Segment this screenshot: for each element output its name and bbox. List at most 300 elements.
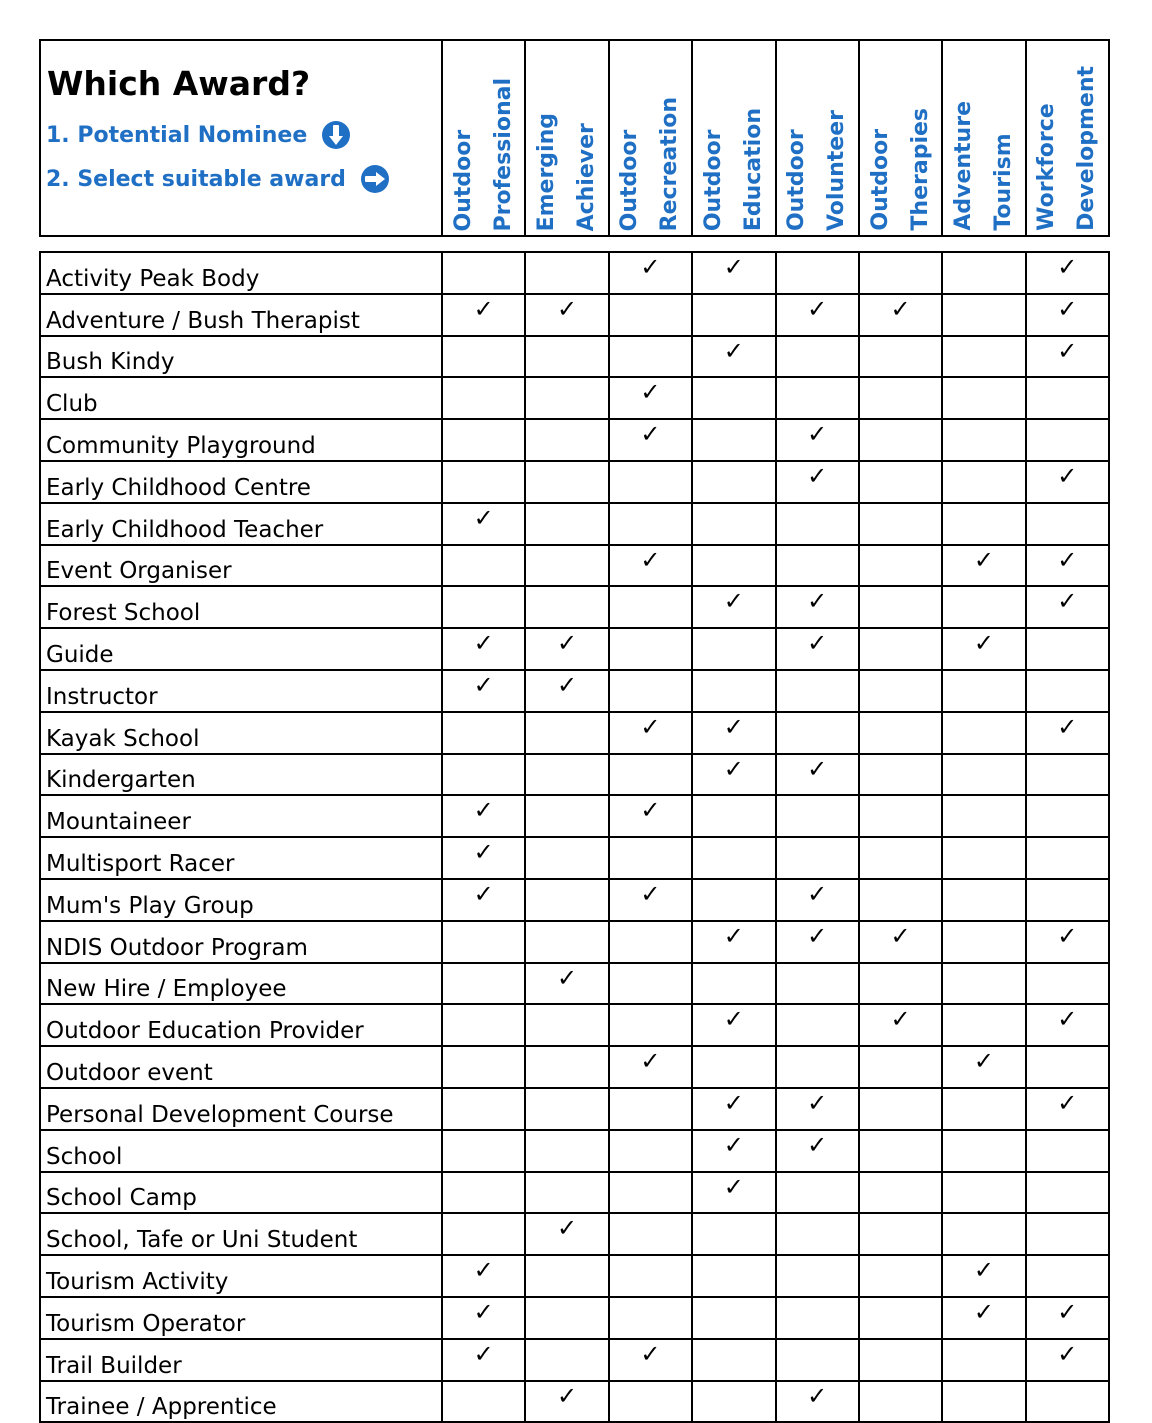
table-row bbox=[40, 294, 1109, 336]
empty-cell bbox=[942, 419, 1025, 461]
empty-cell bbox=[1026, 1172, 1109, 1214]
check-mark-cell: ✓ bbox=[692, 252, 775, 294]
check-mark-cell: ✓ bbox=[692, 586, 775, 628]
table-row bbox=[40, 879, 1109, 921]
row-label: Trail Builder bbox=[40, 1339, 442, 1381]
check-mark-cell: ✓ bbox=[776, 461, 859, 503]
empty-cell bbox=[692, 461, 775, 503]
empty-cell bbox=[525, 1130, 608, 1172]
column-header-5 bbox=[859, 40, 942, 236]
empty-cell bbox=[692, 419, 775, 461]
column-header-label: Outdoor Therapies bbox=[867, 108, 933, 231]
empty-cell bbox=[859, 1046, 942, 1088]
row-label: School, Tafe or Uni Student bbox=[40, 1213, 442, 1255]
empty-cell bbox=[525, 921, 608, 963]
column-header-label: Outdoor Professional bbox=[450, 77, 516, 231]
empty-cell bbox=[609, 837, 692, 879]
row-label: NDIS Outdoor Program bbox=[40, 921, 442, 963]
check-mark-cell: ✓ bbox=[776, 1088, 859, 1130]
check-mark-cell: ✓ bbox=[1026, 1004, 1109, 1046]
step-select-award bbox=[46, 164, 441, 194]
empty-cell bbox=[776, 1255, 859, 1297]
empty-cell bbox=[859, 837, 942, 879]
empty-cell bbox=[525, 1172, 608, 1214]
empty-cell bbox=[776, 795, 859, 837]
row-label: Bush Kindy bbox=[40, 336, 442, 378]
empty-cell bbox=[859, 419, 942, 461]
check-mark-cell: ✓ bbox=[1026, 1297, 1109, 1339]
empty-cell bbox=[692, 1339, 775, 1381]
right-arrow-circle-icon bbox=[360, 164, 390, 194]
empty-cell bbox=[859, 503, 942, 545]
empty-cell bbox=[776, 252, 859, 294]
check-mark-cell: ✓ bbox=[609, 712, 692, 754]
empty-cell bbox=[525, 377, 608, 419]
empty-cell bbox=[442, 1130, 525, 1172]
empty-cell bbox=[525, 712, 608, 754]
column-header-3 bbox=[692, 40, 775, 236]
table-row bbox=[40, 503, 1109, 545]
empty-cell bbox=[859, 1213, 942, 1255]
column-header-label: Emerging Achiever bbox=[534, 112, 600, 231]
check-mark-cell: ✓ bbox=[609, 795, 692, 837]
empty-cell bbox=[1026, 1046, 1109, 1088]
empty-cell bbox=[776, 1297, 859, 1339]
check-mark-cell: ✓ bbox=[776, 754, 859, 796]
check-mark-cell: ✓ bbox=[609, 1046, 692, 1088]
empty-cell bbox=[692, 1381, 775, 1423]
table-row bbox=[40, 921, 1109, 963]
empty-cell bbox=[942, 586, 1025, 628]
empty-cell bbox=[692, 628, 775, 670]
empty-cell bbox=[859, 670, 942, 712]
check-mark-cell: ✓ bbox=[942, 545, 1025, 587]
empty-cell bbox=[692, 503, 775, 545]
empty-cell bbox=[776, 1172, 859, 1214]
row-label: Outdoor Education Provider bbox=[40, 1004, 442, 1046]
check-mark-cell: ✓ bbox=[1026, 921, 1109, 963]
row-label: Multisport Racer bbox=[40, 837, 442, 879]
header-spacer bbox=[39, 237, 1110, 251]
empty-cell bbox=[942, 1088, 1025, 1130]
check-mark-cell: ✓ bbox=[442, 628, 525, 670]
empty-cell bbox=[859, 586, 942, 628]
check-mark-cell: ✓ bbox=[525, 1213, 608, 1255]
table-row bbox=[40, 1213, 1109, 1255]
empty-cell bbox=[442, 963, 525, 1005]
table-row bbox=[40, 837, 1109, 879]
empty-cell bbox=[442, 586, 525, 628]
empty-cell bbox=[776, 1004, 859, 1046]
empty-cell bbox=[692, 545, 775, 587]
empty-cell bbox=[442, 377, 525, 419]
empty-cell bbox=[692, 294, 775, 336]
empty-cell bbox=[1026, 670, 1109, 712]
check-mark-cell: ✓ bbox=[442, 1297, 525, 1339]
empty-cell bbox=[1026, 1130, 1109, 1172]
empty-cell bbox=[776, 336, 859, 378]
table-row bbox=[40, 586, 1109, 628]
empty-cell bbox=[692, 963, 775, 1005]
empty-cell bbox=[442, 252, 525, 294]
empty-cell bbox=[942, 1130, 1025, 1172]
empty-cell bbox=[942, 1381, 1025, 1423]
check-mark-cell: ✓ bbox=[942, 1046, 1025, 1088]
empty-cell bbox=[442, 461, 525, 503]
empty-cell bbox=[942, 461, 1025, 503]
empty-cell bbox=[859, 1339, 942, 1381]
check-mark-cell: ✓ bbox=[525, 294, 608, 336]
empty-cell bbox=[525, 503, 608, 545]
row-label: School bbox=[40, 1130, 442, 1172]
check-mark-cell: ✓ bbox=[1026, 336, 1109, 378]
check-mark-cell: ✓ bbox=[609, 419, 692, 461]
check-mark-cell: ✓ bbox=[442, 1339, 525, 1381]
table-row bbox=[40, 754, 1109, 796]
row-label: Outdoor event bbox=[40, 1046, 442, 1088]
empty-cell bbox=[609, 294, 692, 336]
empty-cell bbox=[859, 461, 942, 503]
check-mark-cell: ✓ bbox=[692, 336, 775, 378]
empty-cell bbox=[609, 586, 692, 628]
check-mark-cell: ✓ bbox=[1026, 252, 1109, 294]
check-mark-cell: ✓ bbox=[442, 795, 525, 837]
empty-cell bbox=[692, 1213, 775, 1255]
empty-cell bbox=[609, 1213, 692, 1255]
empty-cell bbox=[1026, 754, 1109, 796]
table-row bbox=[40, 628, 1109, 670]
empty-cell bbox=[942, 879, 1025, 921]
empty-cell bbox=[776, 377, 859, 419]
empty-cell bbox=[692, 879, 775, 921]
check-mark-cell: ✓ bbox=[942, 1297, 1025, 1339]
empty-cell bbox=[442, 1004, 525, 1046]
row-label: Personal Development Course bbox=[40, 1088, 442, 1130]
empty-cell bbox=[442, 545, 525, 587]
empty-cell bbox=[1026, 377, 1109, 419]
check-mark-cell: ✓ bbox=[609, 252, 692, 294]
empty-cell bbox=[609, 1255, 692, 1297]
empty-cell bbox=[942, 503, 1025, 545]
empty-cell bbox=[525, 419, 608, 461]
check-mark-cell: ✓ bbox=[525, 1381, 608, 1423]
empty-cell bbox=[525, 795, 608, 837]
check-mark-cell: ✓ bbox=[692, 1088, 775, 1130]
check-mark-cell: ✓ bbox=[442, 1255, 525, 1297]
empty-cell bbox=[776, 545, 859, 587]
table-row bbox=[40, 1130, 1109, 1172]
row-label: Early Childhood Teacher bbox=[40, 503, 442, 545]
check-mark-cell: ✓ bbox=[776, 1130, 859, 1172]
empty-cell bbox=[525, 837, 608, 879]
check-mark-cell: ✓ bbox=[1026, 1339, 1109, 1381]
table-row bbox=[40, 336, 1109, 378]
column-header-2 bbox=[609, 40, 692, 236]
empty-cell bbox=[609, 1381, 692, 1423]
check-mark-cell: ✓ bbox=[942, 628, 1025, 670]
empty-cell bbox=[859, 545, 942, 587]
row-label: Instructor bbox=[40, 670, 442, 712]
empty-cell bbox=[859, 336, 942, 378]
check-mark-cell: ✓ bbox=[525, 963, 608, 1005]
table-row bbox=[40, 1381, 1109, 1423]
empty-cell bbox=[525, 1088, 608, 1130]
row-label: Guide bbox=[40, 628, 442, 670]
row-label: Early Childhood Centre bbox=[40, 461, 442, 503]
row-label: New Hire / Employee bbox=[40, 963, 442, 1005]
check-mark-cell: ✓ bbox=[692, 921, 775, 963]
empty-cell bbox=[525, 754, 608, 796]
check-mark-cell: ✓ bbox=[776, 586, 859, 628]
down-arrow-circle-icon bbox=[321, 120, 351, 150]
check-mark-cell: ✓ bbox=[609, 879, 692, 921]
empty-cell bbox=[525, 545, 608, 587]
table-row bbox=[40, 1297, 1109, 1339]
check-mark-cell: ✓ bbox=[776, 879, 859, 921]
row-label: Event Organiser bbox=[40, 545, 442, 587]
empty-cell bbox=[942, 963, 1025, 1005]
empty-cell bbox=[859, 1381, 942, 1423]
row-label: Kindergarten bbox=[40, 754, 442, 796]
check-mark-cell: ✓ bbox=[525, 670, 608, 712]
check-mark-cell: ✓ bbox=[1026, 712, 1109, 754]
column-header-0 bbox=[442, 40, 525, 236]
empty-cell bbox=[525, 586, 608, 628]
check-mark-cell: ✓ bbox=[776, 419, 859, 461]
row-label: Club bbox=[40, 377, 442, 419]
empty-cell bbox=[776, 1046, 859, 1088]
empty-cell bbox=[525, 1339, 608, 1381]
check-mark-cell: ✓ bbox=[692, 712, 775, 754]
empty-cell bbox=[859, 879, 942, 921]
check-mark-cell: ✓ bbox=[1026, 545, 1109, 587]
check-mark-cell: ✓ bbox=[1026, 586, 1109, 628]
empty-cell bbox=[525, 252, 608, 294]
check-mark-cell: ✓ bbox=[1026, 1088, 1109, 1130]
check-mark-cell: ✓ bbox=[776, 1381, 859, 1423]
row-label: Tourism Operator bbox=[40, 1297, 442, 1339]
row-label: Kayak School bbox=[40, 712, 442, 754]
empty-cell bbox=[942, 670, 1025, 712]
check-mark-cell: ✓ bbox=[692, 1172, 775, 1214]
empty-cell bbox=[859, 1255, 942, 1297]
check-mark-cell: ✓ bbox=[1026, 461, 1109, 503]
check-mark-cell: ✓ bbox=[859, 1004, 942, 1046]
body-table bbox=[39, 251, 1110, 1423]
empty-cell bbox=[692, 377, 775, 419]
empty-cell bbox=[1026, 628, 1109, 670]
row-label: Trainee / Apprentice bbox=[40, 1381, 442, 1423]
column-header-1 bbox=[525, 40, 608, 236]
empty-cell bbox=[942, 1172, 1025, 1214]
empty-cell bbox=[859, 377, 942, 419]
empty-cell bbox=[859, 795, 942, 837]
column-header-label: Workforce Development bbox=[1034, 66, 1100, 231]
award-rows bbox=[40, 252, 1109, 1422]
empty-cell bbox=[609, 461, 692, 503]
table-row bbox=[40, 1172, 1109, 1214]
empty-cell bbox=[942, 294, 1025, 336]
empty-cell bbox=[442, 1046, 525, 1088]
empty-cell bbox=[859, 1088, 942, 1130]
check-mark-cell: ✓ bbox=[442, 837, 525, 879]
column-header-label: Outdoor Education bbox=[700, 107, 766, 231]
check-mark-cell: ✓ bbox=[442, 503, 525, 545]
empty-cell bbox=[525, 1255, 608, 1297]
empty-cell bbox=[525, 461, 608, 503]
row-label: Mum's Play Group bbox=[40, 879, 442, 921]
empty-cell bbox=[442, 1088, 525, 1130]
check-mark-cell: ✓ bbox=[859, 294, 942, 336]
empty-cell bbox=[609, 628, 692, 670]
check-mark-cell: ✓ bbox=[525, 628, 608, 670]
empty-cell bbox=[1026, 795, 1109, 837]
check-mark-cell: ✓ bbox=[776, 921, 859, 963]
empty-cell bbox=[776, 503, 859, 545]
check-mark-cell: ✓ bbox=[442, 294, 525, 336]
table-row bbox=[40, 252, 1109, 294]
empty-cell bbox=[859, 754, 942, 796]
empty-cell bbox=[859, 628, 942, 670]
row-label: Adventure / Bush Therapist bbox=[40, 294, 442, 336]
check-mark-cell: ✓ bbox=[692, 1004, 775, 1046]
empty-cell bbox=[776, 670, 859, 712]
step2-label: 2. Select suitable award bbox=[46, 166, 346, 192]
empty-cell bbox=[525, 1046, 608, 1088]
table-row bbox=[40, 670, 1109, 712]
check-mark-cell: ✓ bbox=[609, 545, 692, 587]
empty-cell bbox=[692, 1046, 775, 1088]
check-mark-cell: ✓ bbox=[776, 294, 859, 336]
column-header-label: Outdoor Recreation bbox=[617, 96, 683, 231]
table-row bbox=[40, 1088, 1109, 1130]
title-cell bbox=[40, 40, 442, 236]
empty-cell bbox=[609, 670, 692, 712]
check-mark-cell: ✓ bbox=[692, 1130, 775, 1172]
empty-cell bbox=[942, 336, 1025, 378]
empty-cell bbox=[776, 712, 859, 754]
check-mark-cell: ✓ bbox=[1026, 294, 1109, 336]
empty-cell bbox=[692, 1255, 775, 1297]
empty-cell bbox=[942, 377, 1025, 419]
empty-cell bbox=[942, 754, 1025, 796]
table-row bbox=[40, 795, 1109, 837]
empty-cell bbox=[776, 1339, 859, 1381]
check-mark-cell: ✓ bbox=[442, 879, 525, 921]
column-header-4 bbox=[776, 40, 859, 236]
empty-cell bbox=[859, 1130, 942, 1172]
table-row bbox=[40, 1046, 1109, 1088]
empty-cell bbox=[609, 754, 692, 796]
empty-cell bbox=[692, 837, 775, 879]
row-label: School Camp bbox=[40, 1172, 442, 1214]
row-label: Community Playground bbox=[40, 419, 442, 461]
empty-cell bbox=[609, 1130, 692, 1172]
empty-cell bbox=[525, 879, 608, 921]
empty-cell bbox=[609, 1088, 692, 1130]
empty-cell bbox=[1026, 503, 1109, 545]
empty-cell bbox=[442, 921, 525, 963]
empty-cell bbox=[776, 963, 859, 1005]
check-mark-cell: ✓ bbox=[609, 1339, 692, 1381]
empty-cell bbox=[859, 1172, 942, 1214]
empty-cell bbox=[1026, 837, 1109, 879]
row-label: Activity Peak Body bbox=[40, 252, 442, 294]
table-row bbox=[40, 963, 1109, 1005]
check-mark-cell: ✓ bbox=[776, 628, 859, 670]
table-row bbox=[40, 1339, 1109, 1381]
empty-cell bbox=[692, 670, 775, 712]
empty-cell bbox=[1026, 419, 1109, 461]
empty-cell bbox=[525, 1004, 608, 1046]
row-label: Tourism Activity bbox=[40, 1255, 442, 1297]
step1-label: 1. Potential Nominee bbox=[46, 122, 308, 148]
page-title: Which Award? bbox=[47, 64, 311, 103]
empty-cell bbox=[942, 1213, 1025, 1255]
empty-cell bbox=[525, 336, 608, 378]
empty-cell bbox=[609, 1297, 692, 1339]
empty-cell bbox=[609, 1004, 692, 1046]
empty-cell bbox=[692, 795, 775, 837]
table-row bbox=[40, 461, 1109, 503]
award-matrix bbox=[39, 39, 1110, 1423]
header-row bbox=[40, 40, 1109, 236]
empty-cell bbox=[442, 1213, 525, 1255]
empty-cell bbox=[942, 252, 1025, 294]
empty-cell bbox=[942, 921, 1025, 963]
empty-cell bbox=[1026, 1255, 1109, 1297]
empty-cell bbox=[692, 1297, 775, 1339]
check-mark-cell: ✓ bbox=[442, 670, 525, 712]
empty-cell bbox=[525, 1297, 608, 1339]
empty-cell bbox=[859, 712, 942, 754]
empty-cell bbox=[442, 336, 525, 378]
empty-cell bbox=[442, 1172, 525, 1214]
row-label: Mountaineer bbox=[40, 795, 442, 837]
table-row bbox=[40, 377, 1109, 419]
empty-cell bbox=[609, 921, 692, 963]
empty-cell bbox=[1026, 1381, 1109, 1423]
empty-cell bbox=[442, 1381, 525, 1423]
empty-cell bbox=[609, 503, 692, 545]
empty-cell bbox=[776, 837, 859, 879]
row-label: Forest School bbox=[40, 586, 442, 628]
table-row bbox=[40, 712, 1109, 754]
table-row bbox=[40, 1255, 1109, 1297]
check-mark-cell: ✓ bbox=[942, 1255, 1025, 1297]
column-header-label: Adventure Tourism bbox=[950, 101, 1016, 231]
empty-cell bbox=[1026, 1213, 1109, 1255]
empty-cell bbox=[942, 1004, 1025, 1046]
column-header-7 bbox=[1026, 40, 1109, 236]
empty-cell bbox=[859, 252, 942, 294]
empty-cell bbox=[859, 963, 942, 1005]
column-header-6 bbox=[942, 40, 1025, 236]
empty-cell bbox=[942, 1339, 1025, 1381]
header-table bbox=[39, 39, 1110, 237]
check-mark-cell: ✓ bbox=[692, 754, 775, 796]
column-header-label: Outdoor Volunteer bbox=[784, 109, 850, 231]
table-row bbox=[40, 545, 1109, 587]
empty-cell bbox=[609, 1172, 692, 1214]
empty-cell bbox=[442, 754, 525, 796]
check-mark-cell: ✓ bbox=[859, 921, 942, 963]
empty-cell bbox=[442, 419, 525, 461]
empty-cell bbox=[609, 963, 692, 1005]
empty-cell bbox=[942, 837, 1025, 879]
empty-cell bbox=[942, 712, 1025, 754]
check-mark-cell: ✓ bbox=[609, 377, 692, 419]
